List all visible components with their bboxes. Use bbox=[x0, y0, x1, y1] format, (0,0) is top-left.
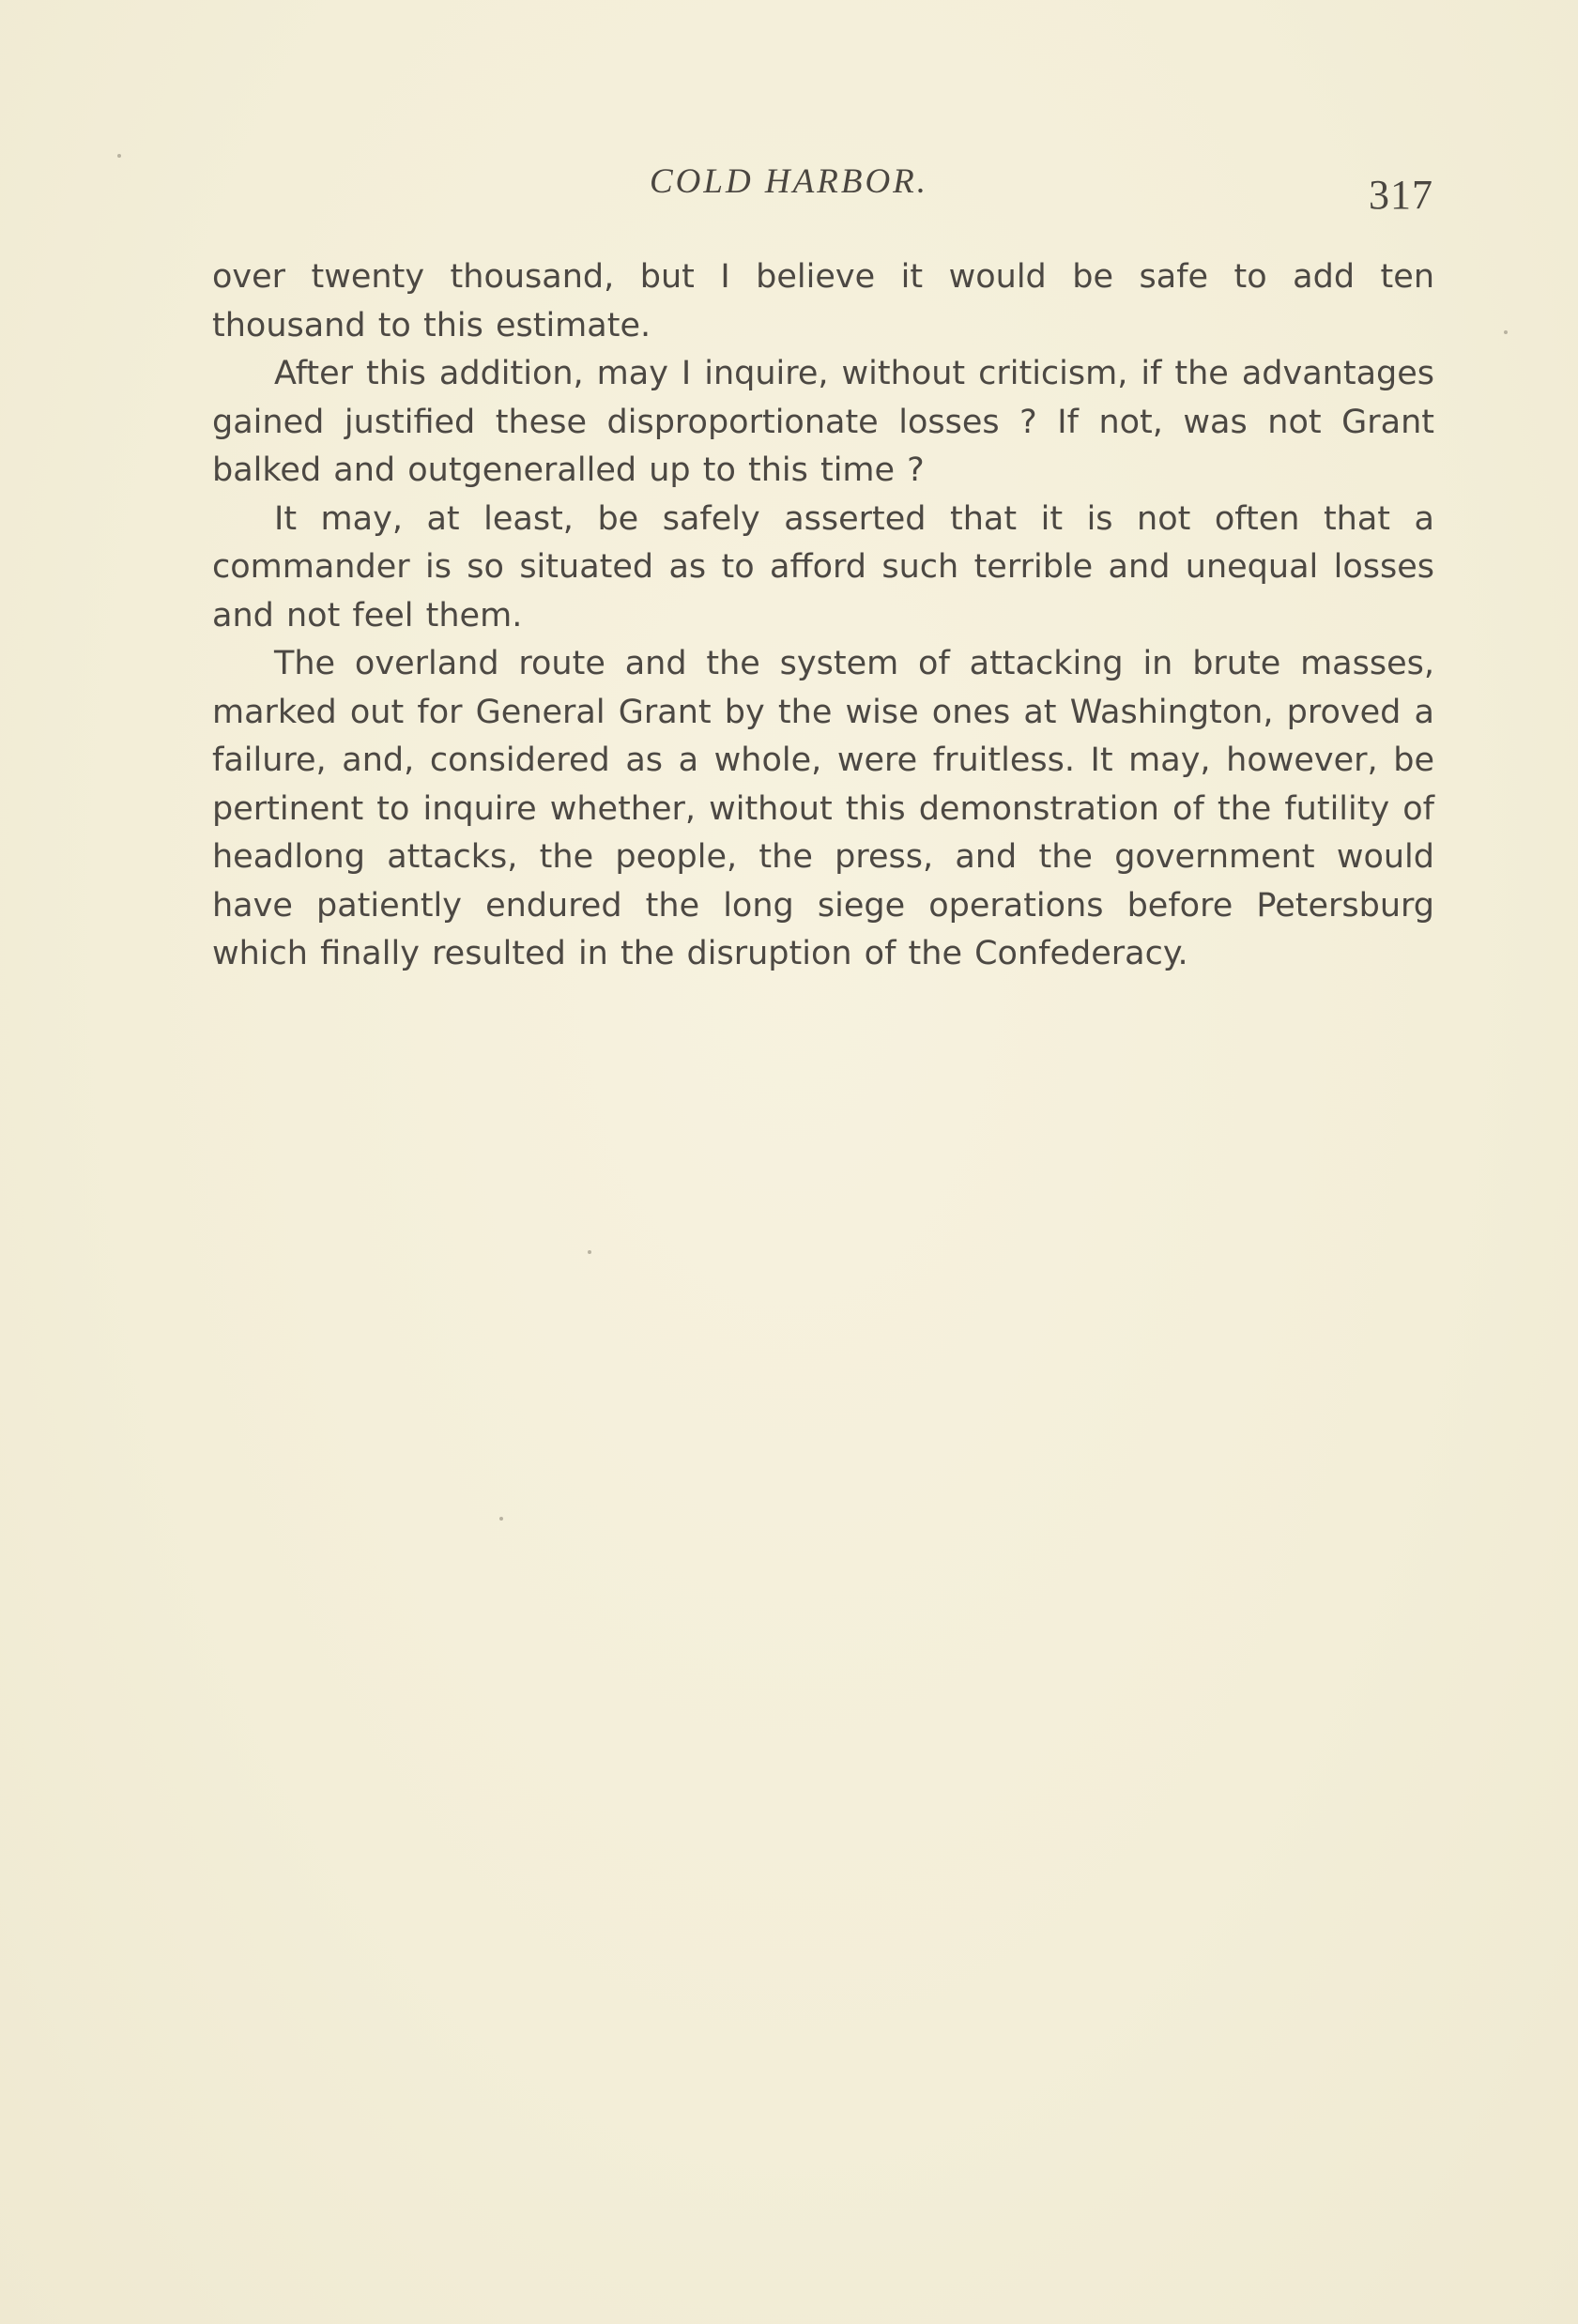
running-head-title: COLD HARBOR. bbox=[649, 162, 929, 201]
paragraph-commander: It may, at least, be safely asserted that it is not often that a commander is so situated as to afford such terrible and unequal losses and not feel them. bbox=[212, 499, 1434, 635]
paragraph-advantages: After this addition, may I inquire, without criticism, if the advantages gained justified these disproportionate losses ? If not, was not Grant balked and outgeneralled up to this time ? bbox=[212, 355, 1434, 489]
paragraph-continuation: over twenty thousand, but I believe it would be safe to add ten thousand to this estimate. bbox=[212, 258, 1434, 344]
paper-speck bbox=[499, 1517, 503, 1521]
paper-speck bbox=[117, 154, 121, 158]
paper-speck bbox=[588, 1250, 591, 1254]
paragraph-overland-route: The overland route and the system of attacking in brute masses, marked out for General Grant by the wise ones at Washington, proved a failure, and, considered as a whole, were fruitless. It may, however, be pertinent to inquire whether, without this demonstration of the futility of headlong attacks, the people, the press, and the government would have patiently endured the long siege operations before Petersburg which finally resulted in the disruption of the Confederacy. bbox=[212, 645, 1434, 972]
body-text bbox=[212, 253, 1434, 979]
page-number: 317 bbox=[1369, 172, 1433, 218]
paper-speck bbox=[1504, 330, 1508, 334]
